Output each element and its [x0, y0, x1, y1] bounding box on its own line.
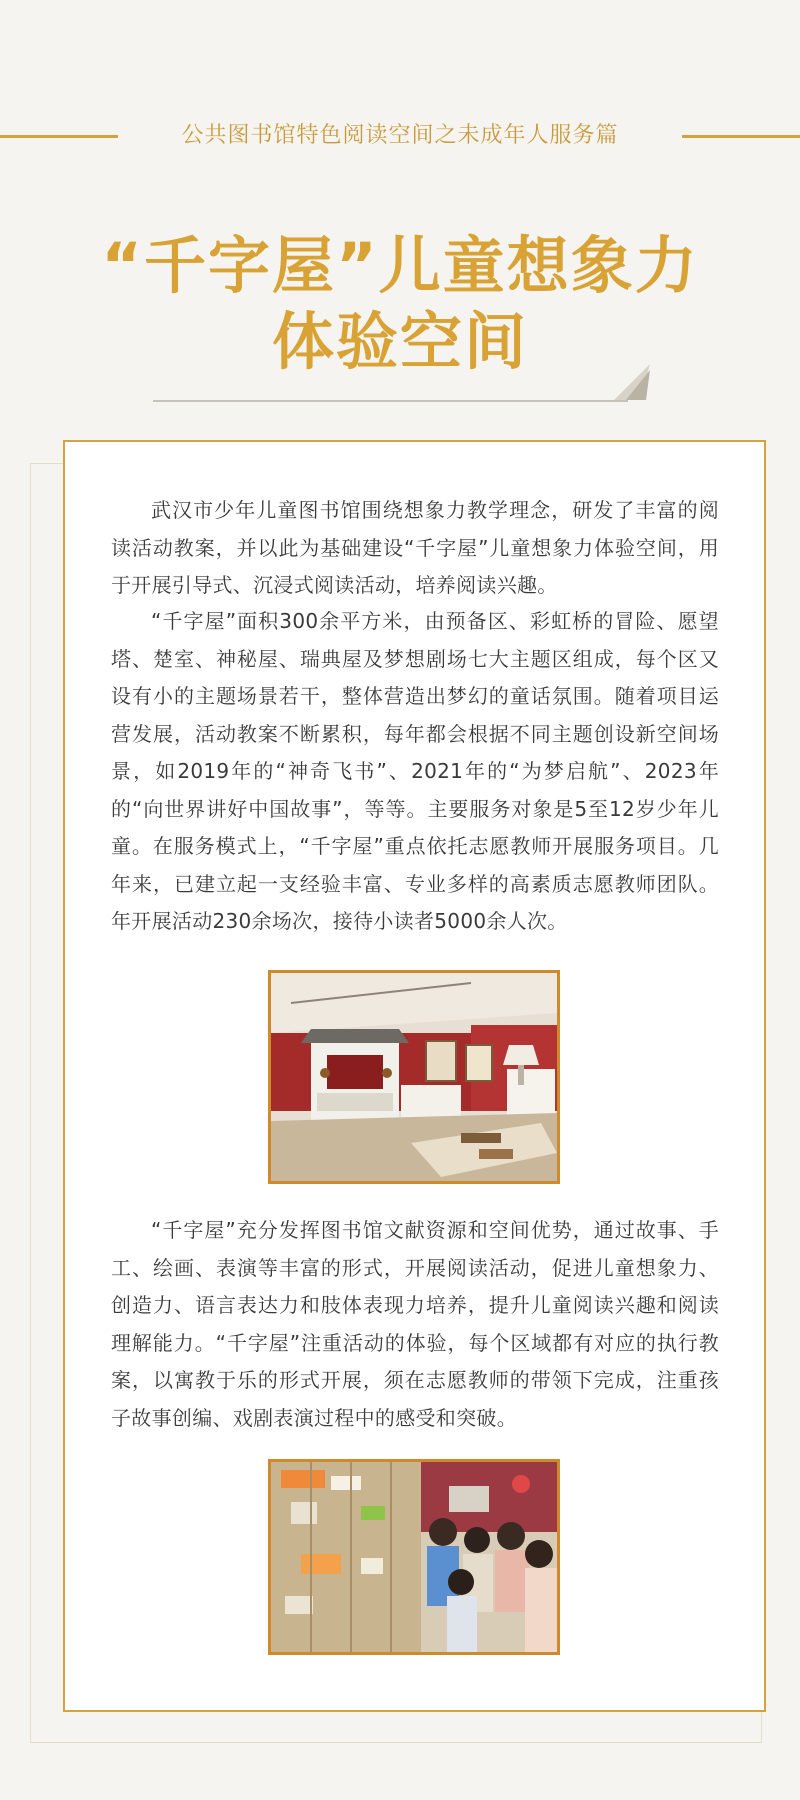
- page-title: [0, 228, 800, 380]
- title-line-1: “千字屋”儿童想象力: [101, 229, 699, 302]
- photo-reading-space-interior: [268, 970, 560, 1184]
- photo-interior-illustration: [271, 973, 557, 1181]
- photo-children-activity: [268, 1459, 560, 1655]
- title-line-2: 体验空间: [271, 305, 528, 378]
- series-header: [0, 122, 800, 150]
- title-corner-ornament: [612, 362, 652, 402]
- series-rule-right: [682, 135, 800, 138]
- series-rule-left: [0, 135, 118, 138]
- series-label: 公共图书馆特色阅读空间之未成年人服务篇: [181, 123, 619, 148]
- photo-activity-illustration: [271, 1462, 557, 1652]
- title-underline: [153, 400, 628, 402]
- article-paragraph-1: 武汉市少年儿童图书馆围绕想象力教学理念，研发了丰富的阅读活动教案，并以此为基础建设“千字屋”儿童想象力体验空间，用于开展引导式、沉浸式阅读活动，培养阅读兴趣。: [111, 498, 719, 597]
- article-paragraph-3: “千字屋”充分发挥图书馆文献资源和空间优势，通过故事、手工、绘画、表演等丰富的形式，开展阅读活动，促进儿童想象力、创造力、语言表达力和肢体表现力培养，提升儿童阅读兴趣和阅读理解能力。“千字屋”注重活动的体验，每个区域都有对应的执行教案，以寓教于乐的形式开展，须在志愿教师的带领下完成，注重孩子故事创编、戏剧表演过程中的感受和突破。: [111, 1218, 719, 1430]
- article-paragraph-2: “千字屋”面积300余平方米，由预备区、彩虹桥的冒险、愿望塔、楚室、神秘屋、瑞典屋及梦想剧场七大主题区组成，每个区又设有小的主题场景若干，整体营造出梦幻的童话氛围。随着项目运营发展，活动教案不断累积，每年都会根据不同主题创设新空间场景，如2019年的“神奇飞书”、2021年的“为梦启航”、2023年的“向世界讲好中国故事”，等等。主要服务对象是5至12岁少年儿童。在服务模式上，“千字屋”重点依托志愿教师开展服务项目。几年来，已建立起一支经验丰富、专业多样的高素质志愿教师团队。年开展活动230余场次，接待小读者5000余人次。: [111, 609, 719, 933]
